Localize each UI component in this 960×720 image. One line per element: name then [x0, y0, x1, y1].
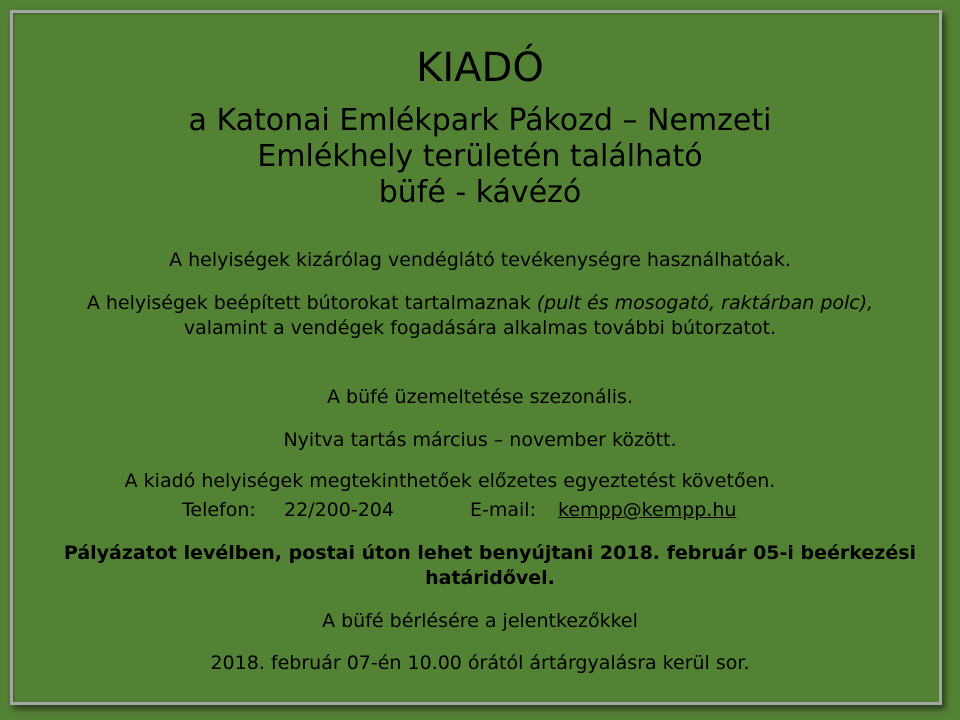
opening-paragraph: Nyitva tartás március – november között.: [283, 429, 677, 451]
furniture-text-start: A helyiségek beépített bútorokat tartalmaznak: [86, 292, 537, 314]
page-title: KIADÓ: [416, 45, 544, 91]
usage-paragraph: A helyiségek kizárólag vendéglátó tevékenységre használhatóak.: [169, 249, 791, 271]
viewing-paragraph: A kiadó helyiségek megtekinthetőek előzetes egyeztetést követően.: [124, 470, 776, 492]
furniture-text-end: valamint a vendégek fogadására alkalmas további bútorzatot.: [183, 317, 777, 339]
subtitle-line-1: a Katonai Emlékpark Pákozd – Nemzeti: [188, 103, 772, 138]
subtitle-line-3: büfé - kávézó: [378, 175, 582, 210]
phone-label: Telefon:: [182, 499, 256, 521]
season-paragraph: A büfé üzemeltetése szezonális.: [327, 386, 633, 408]
email-label: E-mail:: [470, 499, 536, 521]
furniture-paragraph: [60, 291, 900, 341]
furniture-text-italic: (pult és mosogató, raktárban polc),: [536, 292, 874, 314]
negotiation-paragraph: A büfé bérlésére a jelentkezőkkel: [322, 610, 638, 632]
subtitle-line-2: Emlékhely területén található: [257, 139, 703, 174]
application-paragraph: Pályázatot levélben, postai úton lehet benyújtani 2018. február 05-i beérkezési határidővel.: [63, 542, 917, 589]
phone-number: 22/200-204: [284, 499, 394, 521]
subtitle: [0, 103, 960, 211]
negotiation-date-paragraph: 2018. február 07-én 10.00 órától ártárgyalásra kerül sor.: [210, 652, 750, 674]
email-link[interactable]: kempp@kempp.hu: [558, 499, 737, 521]
